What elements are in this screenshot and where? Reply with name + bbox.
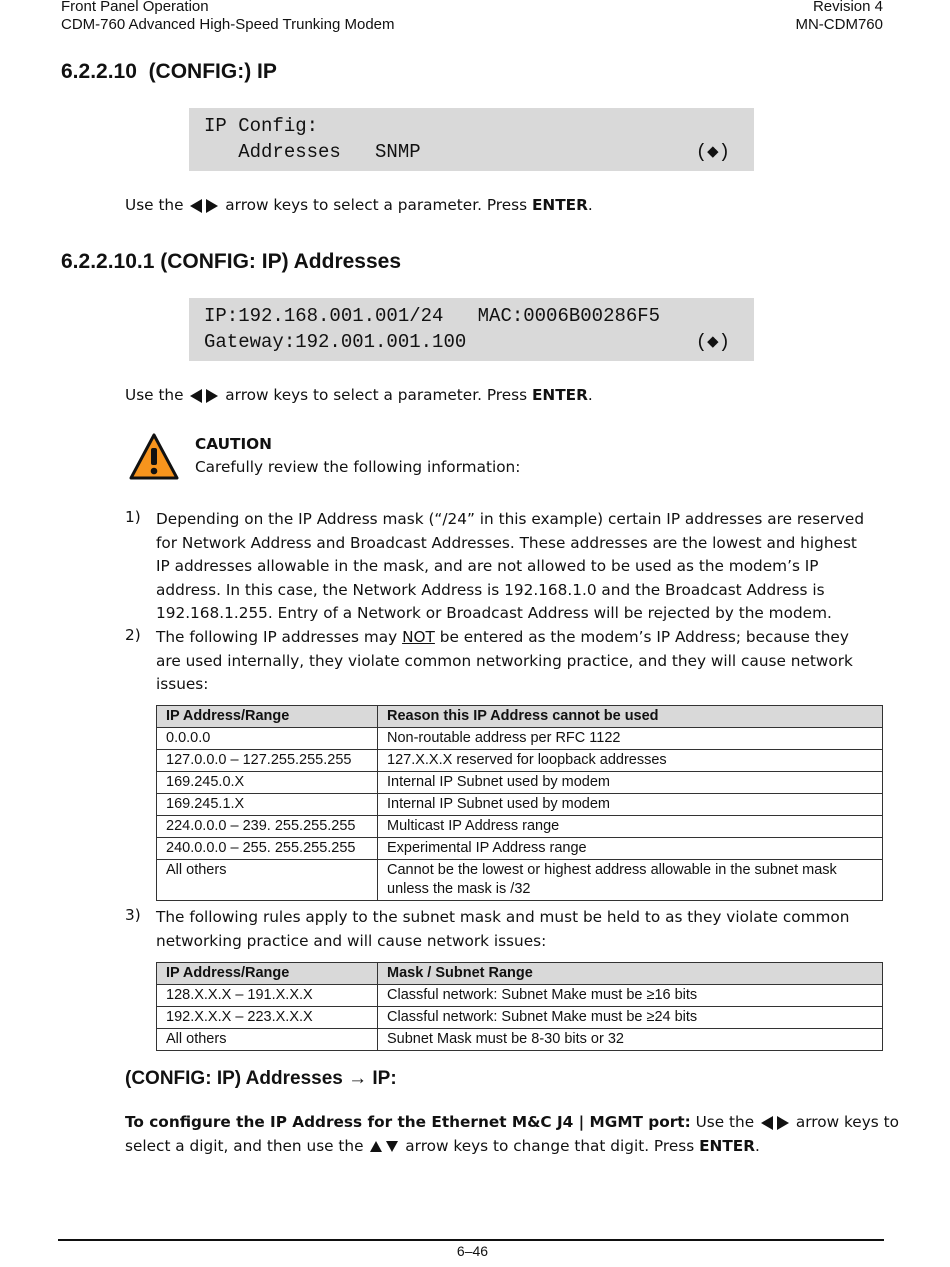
table-cell: Non-routable address per RFC 1122 bbox=[378, 728, 883, 750]
table-cell: 169.245.1.X bbox=[157, 794, 378, 816]
list-item-1-line: 192.168.1.255. Entry of a Network or Broadcast Address will be rejected by the modem. bbox=[156, 604, 832, 622]
instruction-end: . bbox=[587, 196, 593, 214]
subnet-mask-table bbox=[156, 962, 883, 1051]
right-arrow-icon: → bbox=[348, 1068, 368, 1089]
lcd-line-2: Addresses SNMP bbox=[204, 141, 421, 163]
list-item-2 bbox=[156, 626, 886, 697]
lcd-display-ip-addresses bbox=[189, 298, 754, 361]
table-cell: 240.0.0.0 – 255. 255.255.255 bbox=[157, 838, 378, 860]
up-arrow-icon bbox=[370, 1141, 382, 1152]
header-right-line2: MN-CDM760 bbox=[795, 16, 883, 33]
instruction-line-1 bbox=[125, 1111, 899, 1135]
left-arrow-icon bbox=[761, 1116, 773, 1130]
section-heading-ip: 6.2.2.10 (CONFIG:) IP bbox=[61, 60, 277, 83]
instruction-line-2 bbox=[125, 1135, 895, 1159]
instruction-end: . bbox=[755, 1136, 760, 1155]
table-cell: All others bbox=[157, 860, 378, 901]
instruction-text: arrow keys to change that digit. Press bbox=[405, 1136, 695, 1155]
list-number-2: 2) bbox=[125, 626, 141, 644]
instruction-pre: Use the bbox=[125, 386, 184, 404]
instruction-select-parameter-1 bbox=[125, 196, 593, 214]
table-cell: 0.0.0.0 bbox=[157, 728, 378, 750]
right-arrow-icon bbox=[206, 389, 218, 403]
table-cell: Cannot be the lowest or highest address allowable in the subnet mask unless the mask is /32 bbox=[378, 860, 883, 901]
instruction-text: select a digit, and then use the bbox=[125, 1136, 364, 1155]
table-row bbox=[157, 772, 883, 794]
table-header-cell: Reason this IP Address cannot be used bbox=[378, 706, 883, 728]
table-row bbox=[157, 728, 883, 750]
right-arrow-icon bbox=[777, 1116, 789, 1130]
list-item-1-line: Depending on the IP Address mask (“/24” in this example) certain IP addresses are reserved bbox=[156, 510, 865, 528]
table-cell: 127.X.X.X reserved for loopback addresses bbox=[378, 750, 883, 772]
list-item-2-line: are used internally, they violate common networking practice, and they will cause network bbox=[156, 651, 853, 670]
table-cell: Classful network: Subnet Make must be ≥16 bits bbox=[378, 985, 883, 1007]
warning-triangle-icon bbox=[128, 432, 180, 482]
list-item-2-pre: The following IP addresses may bbox=[156, 628, 403, 646]
table-cell: 192.X.X.X – 223.X.X.X bbox=[157, 1007, 378, 1029]
right-arrow-icon bbox=[206, 199, 218, 213]
table-header-cell: IP Address/Range bbox=[157, 963, 378, 985]
page-number: 6–46 bbox=[456, 1243, 489, 1259]
lcd-display-ip-config bbox=[189, 108, 754, 171]
list-item-3 bbox=[156, 906, 886, 953]
list-item-1-line: IP addresses allowable in the mask, and are not allowed to be used as the modem’s IP bbox=[156, 557, 819, 575]
caution-title: CAUTION bbox=[195, 435, 272, 453]
not-emphasis: NOT bbox=[402, 628, 435, 646]
list-item-1-line: address. In this case, the Network Address is 192.168.1.0 and the Broadcast Address is bbox=[156, 580, 825, 599]
enter-key-label: ENTER bbox=[699, 1136, 755, 1155]
list-number-1: 1) bbox=[125, 508, 141, 526]
subsection-heading-pre: (CONFIG: IP) Addresses bbox=[125, 1068, 349, 1089]
lcd-arrow-indicator: (◆) bbox=[695, 331, 730, 353]
table-row bbox=[157, 750, 883, 772]
header-left-line1: Front Panel Operation bbox=[61, 0, 209, 15]
table-cell: 169.245.0.X bbox=[157, 772, 378, 794]
instruction-text: Use the bbox=[690, 1113, 755, 1131]
instruction-pre: Use the bbox=[125, 196, 184, 214]
table-row bbox=[157, 816, 883, 838]
instruction-text: arrow keys to bbox=[795, 1113, 899, 1131]
instruction-bold-lead: To configure the IP Address for the Ethernet M&C J4 | MGMT port: bbox=[125, 1113, 691, 1131]
left-arrow-icon bbox=[190, 389, 202, 403]
table-cell: 127.0.0.0 – 127.255.255.255 bbox=[157, 750, 378, 772]
table-cell: Experimental IP Address range bbox=[378, 838, 883, 860]
configure-ip-instructions bbox=[125, 1111, 899, 1158]
list-item-3-line: The following rules apply to the subnet mask and must be held to as they violate common bbox=[156, 908, 850, 926]
table-cell: 128.X.X.X – 191.X.X.X bbox=[157, 985, 378, 1007]
instruction-end: . bbox=[587, 386, 593, 404]
table-cell: Internal IP Subnet used by modem bbox=[378, 794, 883, 816]
instruction-mid: arrow keys to select a parameter. Press bbox=[225, 386, 528, 404]
table-row bbox=[157, 860, 883, 901]
list-item-1-line: for Network Address and Broadcast Addresses. These addresses are the lowest and highest bbox=[156, 533, 857, 552]
lcd-line-1: IP Config: bbox=[204, 115, 319, 137]
lcd-line-2: Gateway:192.001.001.100 bbox=[204, 331, 467, 353]
table-row bbox=[157, 985, 883, 1007]
list-item-3-line: networking practice and will cause network issues: bbox=[156, 931, 547, 950]
reserved-ip-table bbox=[156, 705, 883, 901]
table-cell: Subnet Mask must be 8-30 bits or 32 bbox=[378, 1029, 883, 1051]
left-arrow-icon bbox=[190, 199, 202, 213]
section-heading-ip-addresses: 6.2.2.10.1 (CONFIG: IP) Addresses bbox=[61, 250, 402, 273]
enter-key-label: ENTER bbox=[531, 196, 588, 214]
table-row bbox=[157, 1007, 883, 1029]
table-cell: Classful network: Subnet Make must be ≥24 bits bbox=[378, 1007, 883, 1029]
table-row bbox=[157, 1029, 883, 1051]
table-header-row bbox=[157, 963, 883, 985]
lcd-line-1: IP:192.168.001.001/24 MAC:0006B00286F5 bbox=[204, 305, 661, 327]
table-cell: Multicast IP Address range bbox=[378, 816, 883, 838]
enter-key-label: ENTER bbox=[531, 386, 588, 404]
list-number-3: 3) bbox=[125, 906, 141, 924]
table-header-row bbox=[157, 706, 883, 728]
list-item-1 bbox=[156, 508, 886, 626]
caution-text: Carefully review the following information: bbox=[195, 458, 521, 476]
table-cell: All others bbox=[157, 1029, 378, 1051]
table-cell: 224.0.0.0 – 239. 255.255.255 bbox=[157, 816, 378, 838]
instruction-select-parameter-2 bbox=[125, 386, 593, 404]
list-item-2-line bbox=[156, 626, 886, 650]
header-left-line2: CDM-760 Advanced High-Speed Trunking Modem bbox=[61, 16, 395, 33]
list-item-2-post: be entered as the modem’s IP Address; because they bbox=[434, 628, 849, 646]
header-right-line1: Revision 4 bbox=[812, 0, 883, 15]
table-row bbox=[157, 838, 883, 860]
subsection-heading-ip bbox=[125, 1068, 397, 1090]
lcd-arrow-indicator: (◆) bbox=[695, 141, 730, 163]
table-cell: Internal IP Subnet used by modem bbox=[378, 772, 883, 794]
instruction-mid: arrow keys to select a parameter. Press bbox=[225, 196, 528, 214]
footer-divider bbox=[58, 1239, 884, 1241]
table-header-cell: Mask / Subnet Range bbox=[378, 963, 883, 985]
list-item-2-line: issues: bbox=[156, 675, 209, 693]
down-arrow-icon bbox=[386, 1141, 398, 1152]
table-row bbox=[157, 794, 883, 816]
subsection-heading-post: IP: bbox=[367, 1068, 397, 1089]
table-header-cell: IP Address/Range bbox=[157, 706, 378, 728]
